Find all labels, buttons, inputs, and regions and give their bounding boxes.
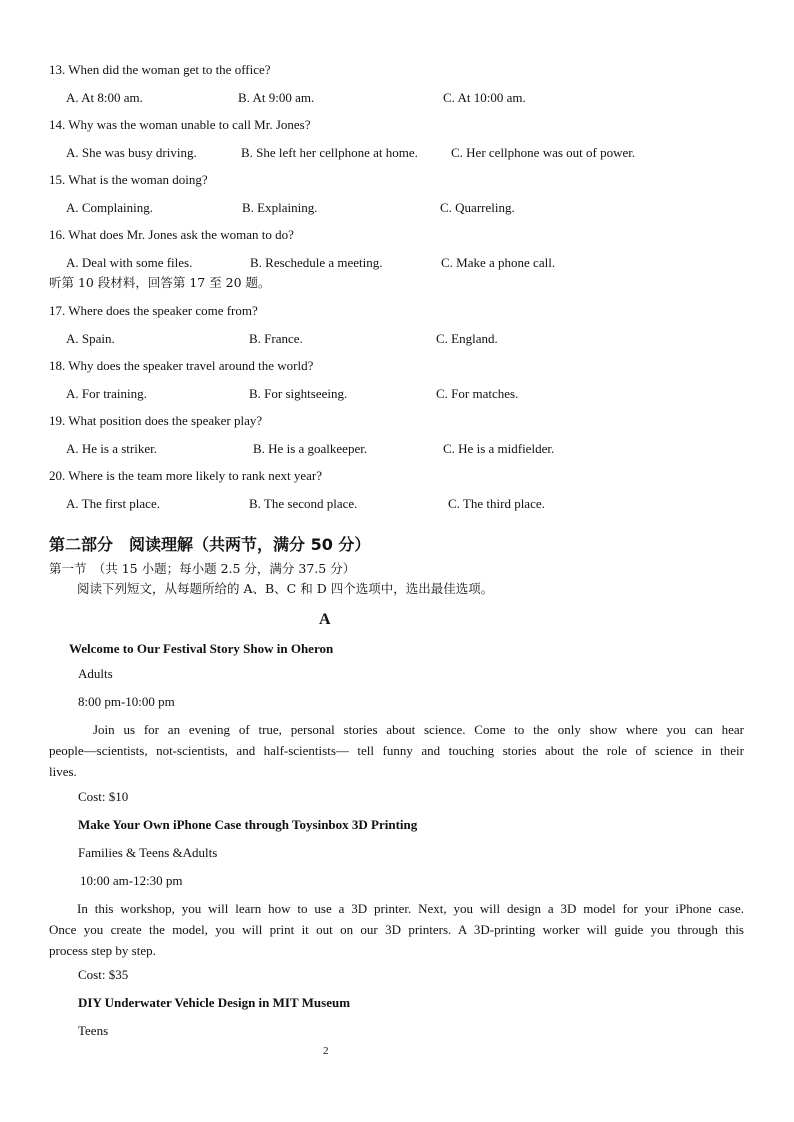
event2-title: Make Your Own iPhone Case through Toysinbox 3D Printing (78, 817, 418, 832)
q20-option-c: C. The third place. (448, 496, 545, 511)
event3-title: DIY Underwater Vehicle Design in MIT Museum (78, 995, 351, 1010)
q20-option-b: B. The second place. (249, 496, 358, 511)
q14-option-b: B. She left her cellphone at home. (241, 145, 418, 160)
q16-option-a: A. Deal with some files. (66, 255, 193, 270)
question-14: 14. Why was the woman unable to call Mr. Jones? (49, 117, 311, 132)
q18-option-c: C. For matches. (436, 386, 519, 401)
q19-option-b: B. He is a goalkeeper. (253, 441, 368, 456)
event1-time: 8:00 pm-10:00 pm (78, 694, 175, 709)
event1-audience: Adults (78, 666, 113, 681)
question-18: 18. Why does the speaker travel around the world? (49, 358, 314, 373)
event2-time: 10:00 am-12:30 pm (80, 873, 183, 888)
event3-audience: Teens (78, 1023, 109, 1038)
q18-option-b: B. For sightseeing. (249, 386, 348, 401)
event1-desc-line3: lives. (49, 764, 77, 779)
q16-option-c: C. Make a phone call. (441, 255, 556, 270)
question-19: 19. What position does the speaker play? (49, 413, 263, 428)
question-15: 15. What is the woman doing? (49, 172, 208, 187)
event2-description (49, 898, 744, 961)
q17-option-b: B. France. (249, 331, 303, 346)
event1-cost: Cost: $10 (78, 789, 129, 804)
event2-desc-line2: Once you create the model, you will print it out on our 3D printers. A 3D-printing worker will guide you through this (49, 922, 744, 937)
section1-heading: 第一节 （共 15 小题；每小题 2.5 分，满分 37.5 分） (49, 561, 356, 576)
event1-desc-line2: people—scientists, not-scientists, and half-scientists— tell funny and touching stories about the role of science in their (49, 743, 744, 758)
event1-desc-line1: Join us for an evening of true, personal stories about science. Come to the only show where you can hear (93, 722, 744, 737)
instruction-section-10: 听第 10 段材料，回答第 17 至 20 题。 (49, 275, 271, 290)
q17-option-a: A. Spain. (66, 331, 115, 346)
question-13: 13. When did the woman get to the office? (49, 62, 271, 77)
event1-description (49, 719, 744, 782)
q13-option-b: B. At 9:00 am. (238, 90, 315, 105)
event1-title: Welcome to Our Festival Story Show in Oheron (69, 641, 334, 656)
question-16: 16. What does Mr. Jones ask the woman to do? (49, 227, 294, 242)
q14-option-a: A. She was busy driving. (66, 145, 197, 160)
q13-option-c: C. At 10:00 am. (443, 90, 526, 105)
q15-option-b: B. Explaining. (242, 200, 318, 215)
event2-desc-line1: In this workshop, you will learn how to use a 3D printer. Next, you will design a 3D model for your iPhone case. (77, 901, 744, 916)
event2-cost: Cost: $35 (78, 967, 129, 982)
q19-option-c: C. He is a midfielder. (443, 441, 555, 456)
q17-option-c: C. England. (436, 331, 498, 346)
q18-option-a: A. For training. (66, 386, 147, 401)
q15-option-a: A. Complaining. (66, 200, 154, 215)
q13-option-a: A. At 8:00 am. (66, 90, 143, 105)
q14-option-c: C. Her cellphone was out of power. (451, 145, 636, 160)
question-20: 20. Where is the team more likely to rank next year? (49, 468, 323, 483)
q19-option-a: A. He is a striker. (66, 441, 157, 456)
q15-option-c: C. Quarreling. (440, 200, 515, 215)
passage-letter: A (319, 611, 331, 628)
q16-option-b: B. Reschedule a meeting. (250, 255, 383, 270)
page-number: 2 (323, 1045, 329, 1057)
reading-instruction: 阅读下列短文，从每题所给的 A、B、C 和 D 四个选项中，选出最佳选项。 (77, 581, 494, 596)
event2-audience: Families & Teens &Adults (78, 845, 218, 860)
event2-desc-line3: process step by step. (49, 943, 156, 958)
question-17: 17. Where does the speaker come from? (49, 303, 258, 318)
part2-heading: 第二部分 阅读理解（共两节，满分 50 分） (49, 535, 371, 554)
q20-option-a: A. The first place. (66, 496, 160, 511)
